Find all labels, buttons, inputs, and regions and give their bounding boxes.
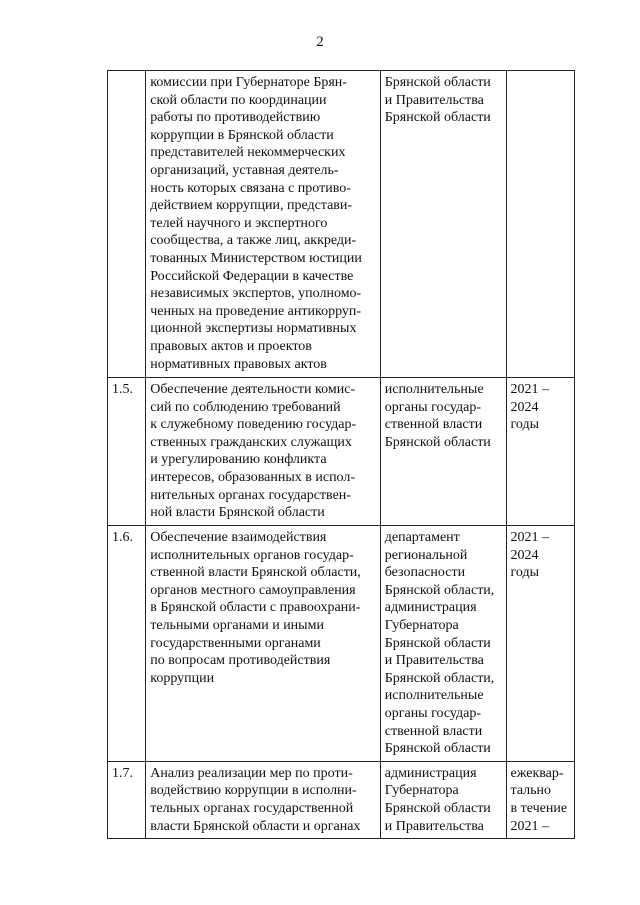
table-row (108, 526, 575, 762)
executors-text: Брянской области и Правительства Брянской области (380, 71, 506, 378)
term-text (506, 71, 574, 378)
measure-text: комиссии при Губернаторе Брян- ской области по координации работы по противодействию коррупции в Брянской области представителей некоммерческих организаций, уставная деятель- ность которых связана с противо- действием коррупции, представи- телей научного и экспертного сообщества, а также лиц, аккреди- тованных Министерством юстиции Российской Федерации в качестве независимых экспертов, уполномо- ченных на проведение антикорруп- ционной экспертизы нормативных правовых актов и проектов нормативных правовых актов (146, 71, 381, 378)
row-number: 1.7. (108, 761, 146, 838)
measures-table (107, 70, 575, 839)
row-number (108, 71, 146, 378)
term-text: 2021 – 2024 годы (506, 526, 574, 762)
row-number: 1.5. (108, 378, 146, 526)
term-text: ежеквар- тально в течение 2021 – (506, 761, 574, 838)
measure-text: Обеспечение деятельности комис- сий по соблюдению требований к служебному поведению государ- ственных гражданских служащих и урегулированию конфликта интересов, образованных в испол- нительных органах государствен- ной власти Брянской области (146, 378, 381, 526)
executors-text: исполнительные органы государ- ственной власти Брянской области (380, 378, 506, 526)
row-number: 1.6. (108, 526, 146, 762)
table-row (108, 378, 575, 526)
executors-text: администрация Губернатора Брянской области и Правительства (380, 761, 506, 838)
executors-text: департамент региональной безопасности Брянской области, администрация Губернатора Брянской области и Правительства Брянской области, исполнительные органы государ- ственной власти Брянской области (380, 526, 506, 762)
page-number: 2 (316, 34, 324, 50)
term-text: 2021 – 2024 годы (506, 378, 574, 526)
measure-text: Обеспечение взаимодействия исполнительных органов государ- ственной власти Брянской области, органов местного самоуправления в Брянской области с правоохрани- тельными органами и иными государственными органами по вопросам противодействия коррупции (146, 526, 381, 762)
table-row (108, 761, 575, 838)
table-row (108, 71, 575, 378)
measure-text: Анализ реализации мер по проти- водействию коррупции в исполни- тельных органах государственной власти Брянской области и органах (146, 761, 381, 838)
